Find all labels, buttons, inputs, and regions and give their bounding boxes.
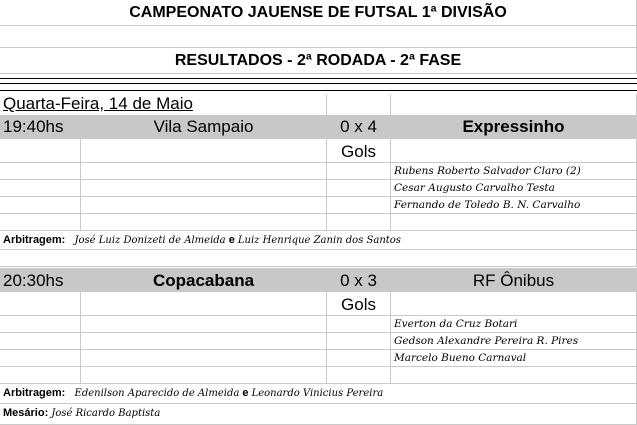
empty-cell <box>327 214 391 231</box>
empty-cell <box>327 94 391 116</box>
referee-name: José Luiz Donizeti de Almeida <box>74 235 226 246</box>
match-header-row <box>0 116 637 139</box>
empty-cell <box>0 350 81 367</box>
empty-cell <box>0 26 637 48</box>
gols-row <box>0 292 637 316</box>
empty-cell <box>0 197 81 214</box>
empty-cell <box>81 333 327 350</box>
match-score: 0 x 4 <box>327 116 391 139</box>
gols-label: Gols <box>327 292 391 316</box>
mesario-label: Mesário: <box>3 407 49 419</box>
gols-row <box>0 139 637 163</box>
match-header-row <box>0 268 637 292</box>
empty-cell <box>0 250 637 267</box>
empty-cell <box>327 367 391 384</box>
empty-cell <box>327 163 391 180</box>
match-date: Quarta-Feira, 14 de Maio <box>0 94 327 116</box>
title-row <box>0 0 637 26</box>
empty-row <box>0 250 637 267</box>
empty-cell <box>81 367 327 384</box>
sheet-subtitle: RESULTADOS - 2ª RODADA - 2ª FASE <box>0 48 637 74</box>
scorer-row <box>0 316 637 333</box>
scorer-row <box>0 163 637 180</box>
spacer-row <box>0 26 637 48</box>
scorer-row <box>0 350 637 367</box>
conjunction: e <box>242 387 249 399</box>
match-time: 19:40hs <box>0 116 81 139</box>
referee-row <box>0 384 637 404</box>
away-team: Expressinho <box>391 116 637 139</box>
empty-cell <box>0 163 81 180</box>
referee-name: Luiz Henrique Zanin dos Santos <box>237 235 401 246</box>
empty-cell <box>391 292 637 316</box>
empty-cell <box>327 197 391 214</box>
mesario-row <box>0 404 637 425</box>
empty-cell <box>0 139 81 163</box>
empty-cell <box>81 197 327 214</box>
empty-cell <box>0 316 81 333</box>
divider <box>0 78 637 79</box>
referee-name: Edenilson Aparecido de Almeida <box>74 388 240 399</box>
empty-cell <box>81 292 327 316</box>
scorer-name: Marcelo Bueno Carnaval <box>391 350 637 367</box>
scorer-name: Cesar Augusto Carvalho Testa <box>391 180 637 197</box>
gols-label: Gols <box>327 139 391 163</box>
referee-line <box>0 231 637 250</box>
empty-cell <box>81 180 327 197</box>
empty-cell <box>327 316 391 333</box>
home-team: Copacabana <box>81 268 327 292</box>
empty-cell <box>81 214 327 231</box>
empty-cell <box>327 350 391 367</box>
date-row <box>0 94 637 116</box>
empty-row <box>0 214 637 231</box>
empty-cell <box>81 163 327 180</box>
arbitragem-label: Arbitragem: <box>3 387 66 399</box>
scorer-name: Rubens Roberto Salvador Claro (2) <box>391 163 637 180</box>
empty-cell <box>0 367 81 384</box>
empty-cell <box>0 180 81 197</box>
scorer-row <box>0 333 637 350</box>
mesario-line <box>0 404 637 425</box>
empty-cell <box>81 139 327 163</box>
empty-cell <box>0 214 81 231</box>
empty-cell <box>0 333 81 350</box>
scorer-row <box>0 197 637 214</box>
mesario-name: José Ricardo Baptista <box>51 408 161 419</box>
match-score: 0 x 3 <box>327 268 391 292</box>
empty-cell <box>0 292 81 316</box>
home-team: Vila Sampaio <box>81 116 327 139</box>
empty-cell <box>391 139 637 163</box>
empty-cell <box>81 350 327 367</box>
empty-cell <box>81 316 327 333</box>
empty-cell <box>391 214 637 231</box>
empty-cell <box>391 94 637 116</box>
empty-cell <box>391 367 637 384</box>
empty-row <box>0 367 637 384</box>
divider <box>0 83 637 84</box>
scorer-row <box>0 180 637 197</box>
arbitragem-label: Arbitragem: <box>3 234 66 246</box>
scorer-name: Everton da Cruz Botari <box>391 316 637 333</box>
empty-cell <box>327 180 391 197</box>
sheet-title: CAMPEONATO JAUENSE DE FUTSAL 1ª DIVISÃO <box>0 0 637 26</box>
referee-line <box>0 384 637 404</box>
scorer-name: Fernando de Toledo B. N. Carvalho <box>391 197 637 214</box>
divider <box>0 90 637 91</box>
away-team: RF Ônibus <box>391 268 637 292</box>
referee-name: Leonardo Vinicius Pereira <box>251 388 384 399</box>
empty-cell <box>327 333 391 350</box>
referee-row <box>0 231 637 250</box>
match-time: 20:30hs <box>0 268 81 292</box>
scorer-name: Gedson Alexandre Pereira R. Pires <box>391 333 637 350</box>
subtitle-row <box>0 48 637 74</box>
conjunction: e <box>228 234 235 246</box>
